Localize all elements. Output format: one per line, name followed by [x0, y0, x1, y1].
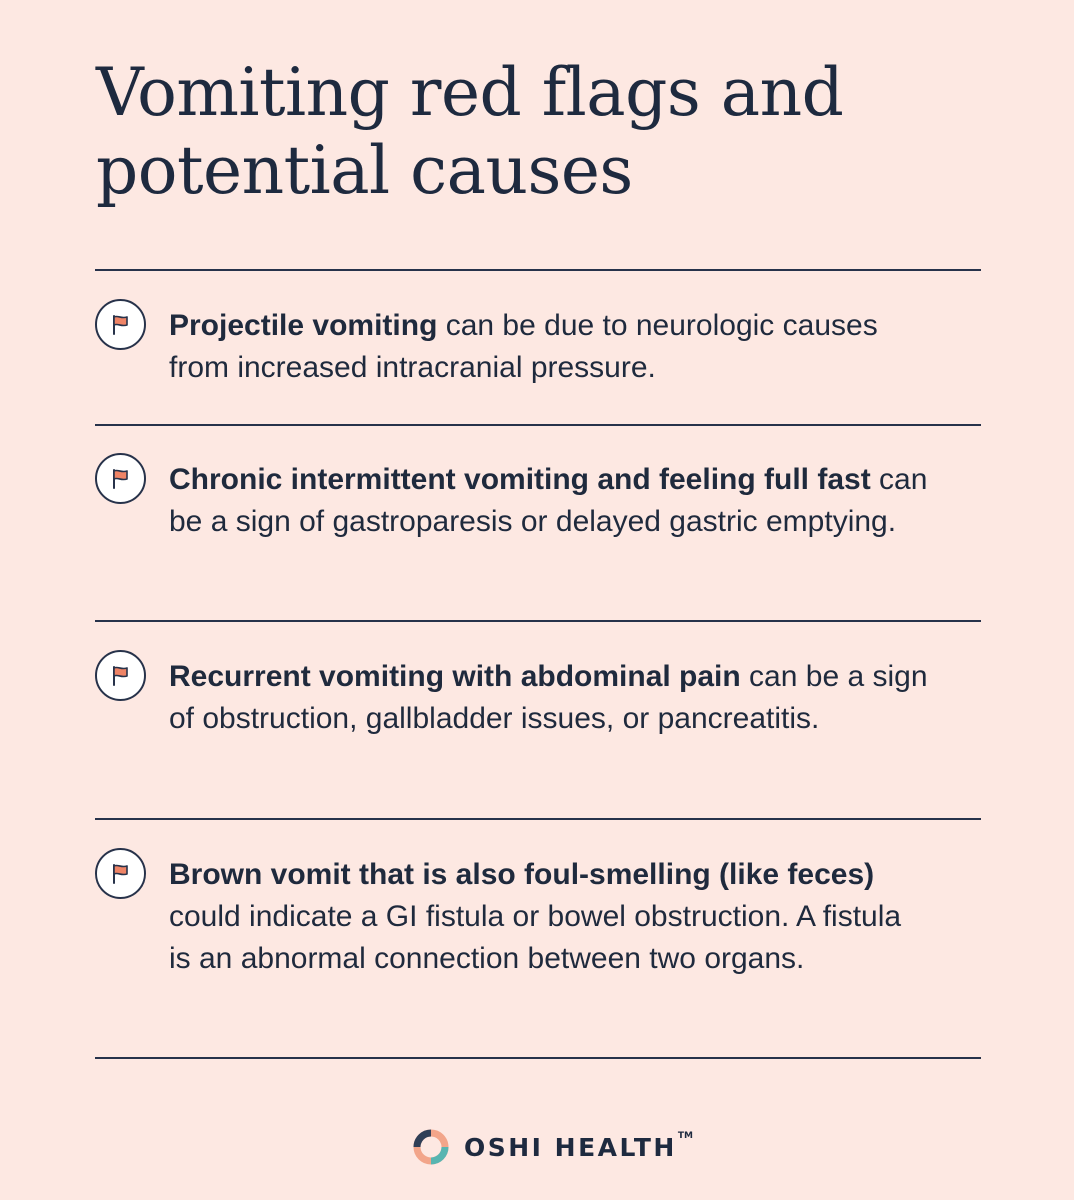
item-text — [169, 305, 929, 389]
divider — [95, 1057, 981, 1059]
divider — [95, 269, 981, 271]
oshi-ring-logo-icon — [412, 1128, 450, 1166]
brand-name: OSHI HEALTH — [464, 1132, 677, 1162]
item-highlight: Recurrent vomiting with abdominal pain — [169, 660, 741, 693]
item-text — [169, 656, 929, 740]
item-highlight: Brown vomit that is also foul-smelling (like feces) — [169, 858, 875, 891]
trademark-mark: TM — [677, 1131, 693, 1141]
red-flag-icon — [95, 299, 146, 350]
red-flag-icon — [95, 848, 146, 899]
item-highlight: Chronic intermittent vomiting and feeling full fast — [169, 463, 871, 496]
red-flag-icon — [95, 650, 146, 701]
item-text — [169, 854, 929, 980]
divider — [95, 620, 981, 622]
item-description: could indicate a GI fistula or bowel obstruction. A fistula is an abnormal connection between two organs. — [169, 900, 902, 975]
page-title: Vomiting red flags and potential causes — [96, 54, 844, 209]
divider — [95, 818, 981, 820]
item-description: can be a sign of obstruction, gallbladder issues, or pancreatitis. — [169, 660, 928, 735]
item-highlight: Projectile vomiting — [169, 309, 438, 342]
brand-logo — [412, 1126, 693, 1168]
red-flag-icon — [95, 453, 146, 504]
divider — [95, 424, 981, 426]
item-description: can be a sign of gastroparesis or delayed gastric emptying. — [169, 463, 928, 538]
item-text — [169, 459, 929, 543]
item-description: can be due to neurologic causes from increased intracranial pressure. — [169, 309, 878, 384]
